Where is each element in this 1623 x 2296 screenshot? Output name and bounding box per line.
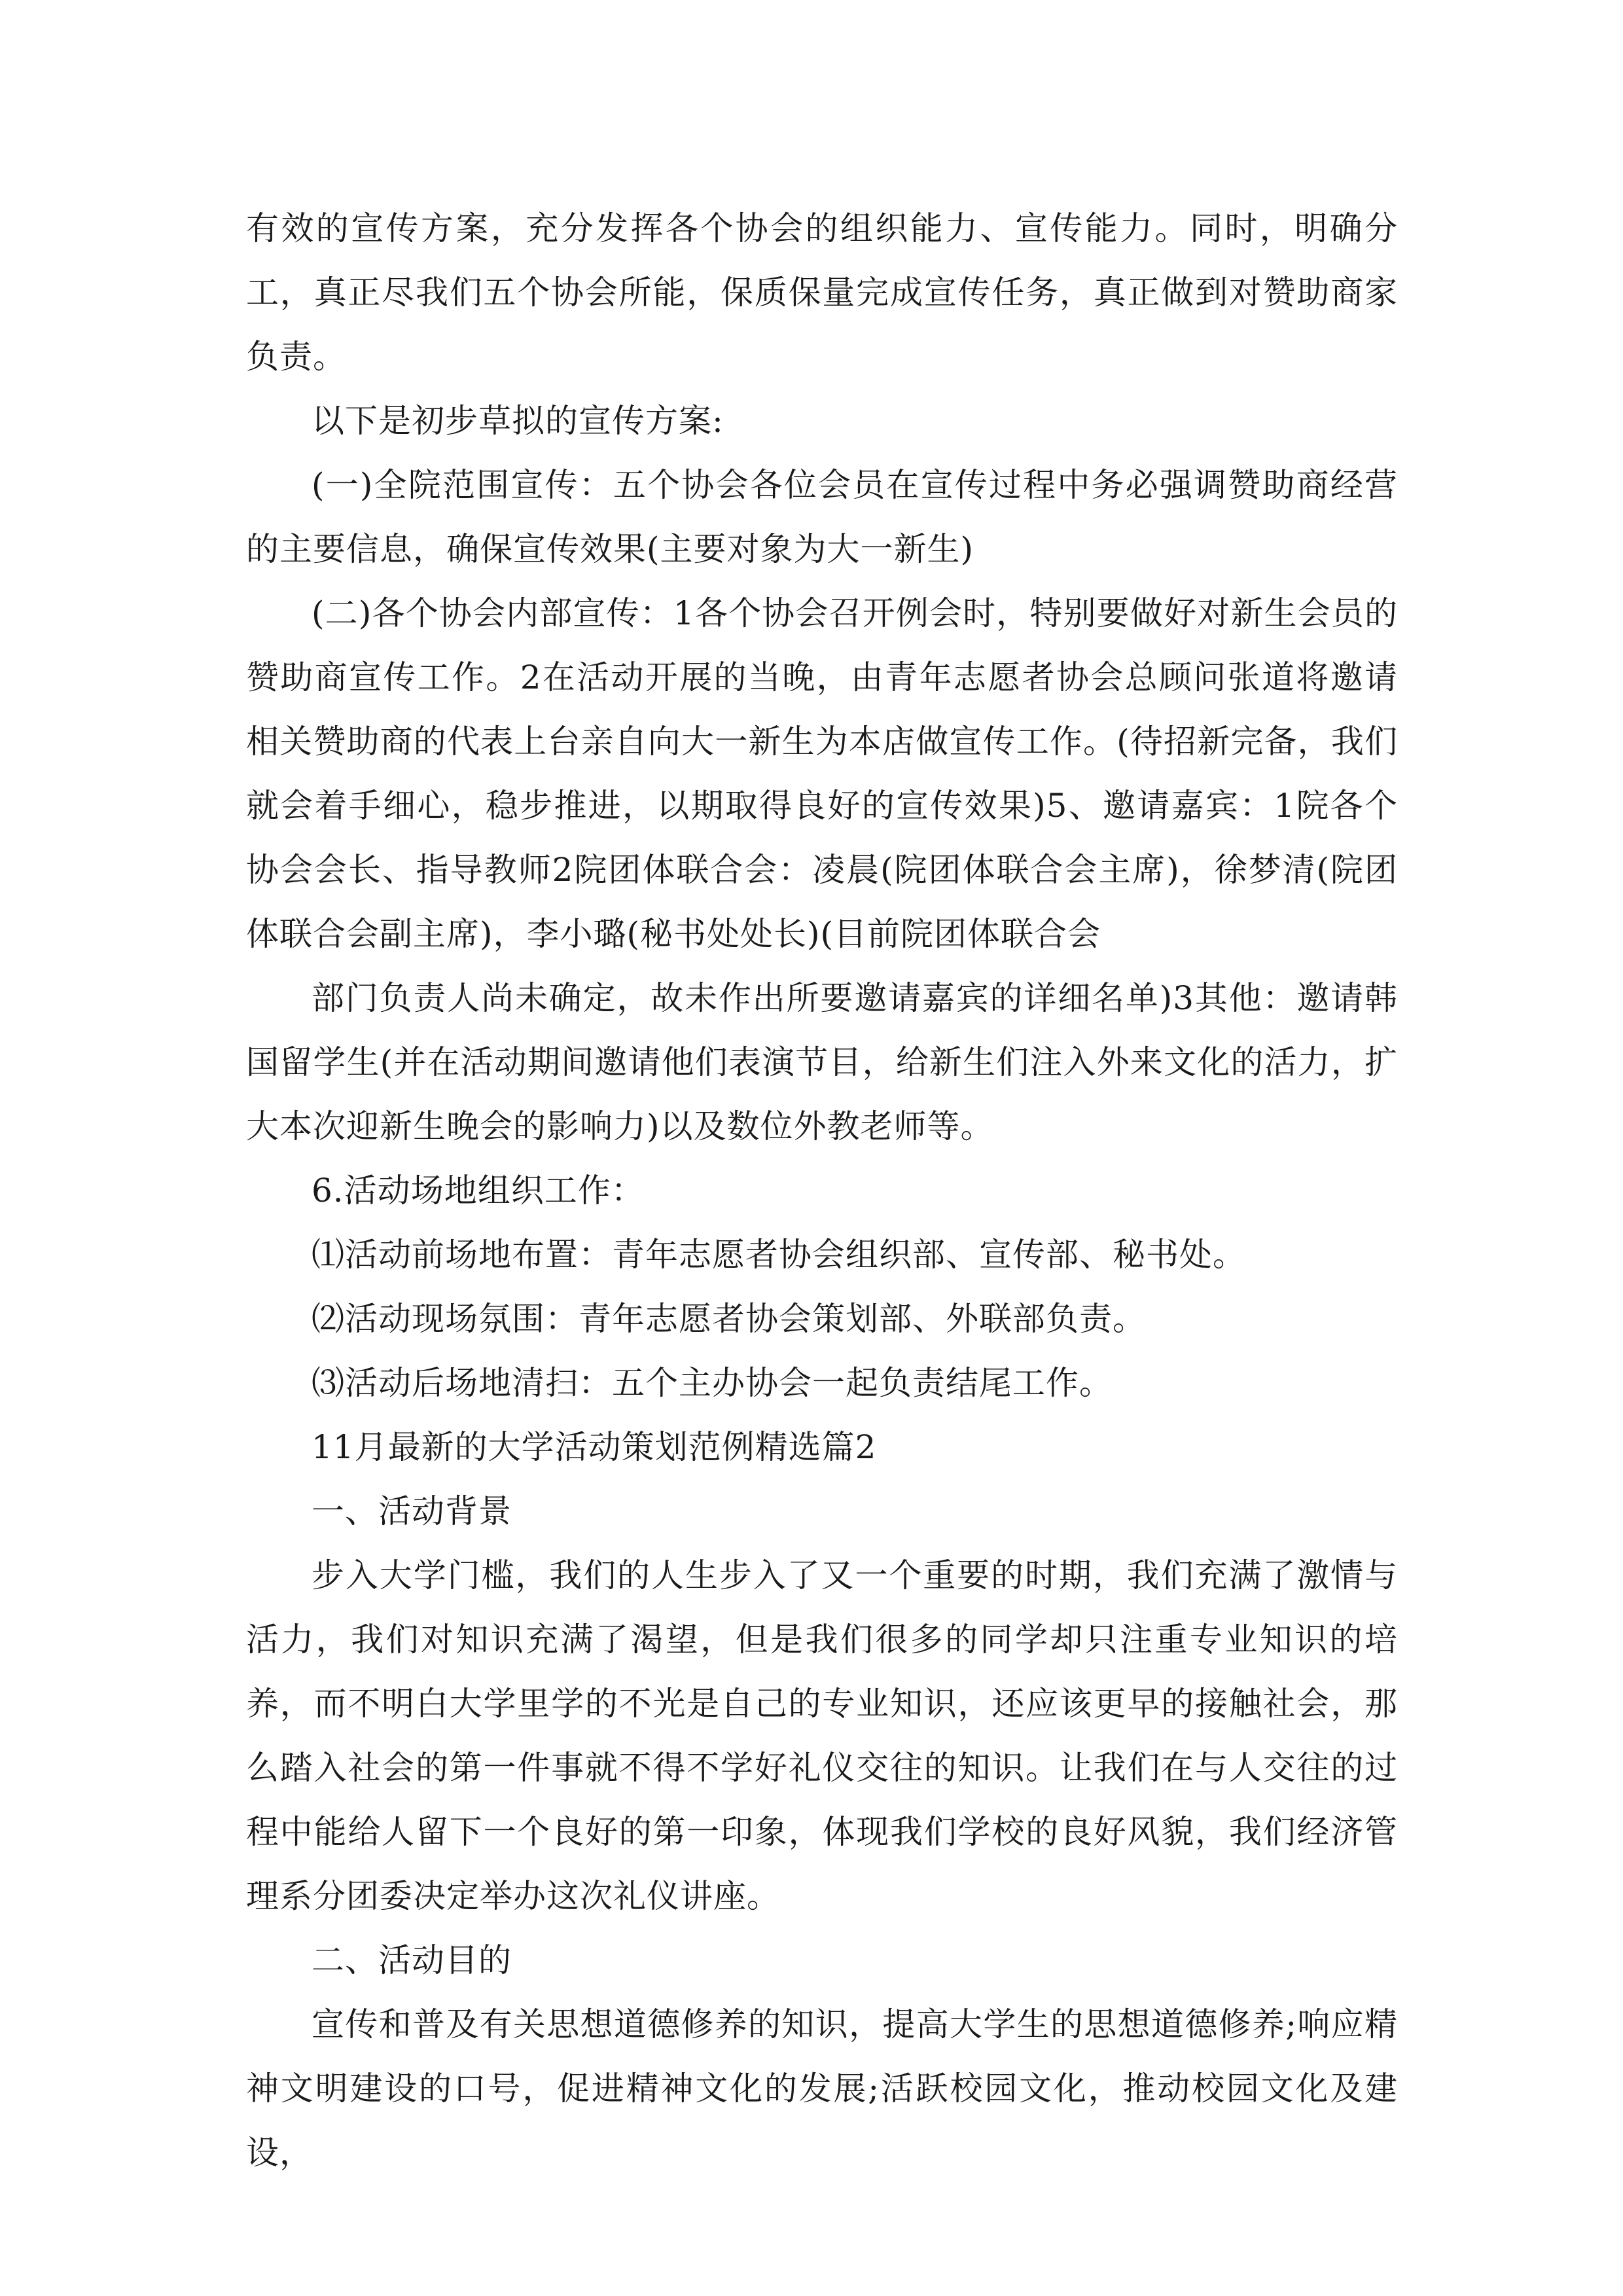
heading-activity-purpose: 二、活动目的: [312, 1941, 512, 1979]
paragraph-9: ⑶活动后场地清扫：五个主办协会一起负责结尾工作。: [312, 1364, 1113, 1402]
paragraph-background: 步入大学门槛，我们的人生步入了又一个重要的时期，我们充满了激情与活力，我们对知识充满了渴望，但是我们很多的同学却只注重专业知识的培养，而不明白大学里学的不光是自己的专业知识，还应该更早的接触社会，那么踏入社会的第一件事就不得不学好礼仪交往的知识。让我们在与人交往的过程中能给人留下一个良好的第一印象，体现我们学校的良好风貌，我们经济管理系分团委决定举办这次礼仪讲座。: [246, 1556, 1398, 1915]
paragraph-3: (一)全院范围宣传：五个协会各位会员在宣传过程中务必强调赞助商经营的主要信息，确保宣传效果(主要对象为大一新生): [246, 466, 1398, 568]
paragraph-1: 有效的宣传方案，充分发挥各个协会的组织能力、宣传能力。同时，明确分工，真正尽我们五个协会所能，保质保量完成宣传任务，真正做到对赞助商家负责。: [246, 209, 1398, 376]
paragraph-4: (二)各个协会内部宣传：1各个协会召开例会时，特别要做好对新生会员的赞助商宣传工作。2在活动开展的当晚，由青年志愿者协会总顾问张道将邀请相关赞助商的代表上台亲自向大一新生为本店做宣传工作。(待招新完备，我们就会着手细心，稳步推进，以期取得良好的宣传效果)5、邀请嘉宾：1院各个协会会长、指导教师2院团体联合会：凌晨(院团体联合会主席)，徐梦清(院团体联合会副主席)，李小璐(秘书处处长)(目前院团体联合会: [246, 594, 1398, 953]
paragraph-8: ⑵活动现场氛围：青年志愿者协会策划部、外联部负责。: [312, 1300, 1146, 1338]
document-body: [246, 196, 1398, 2185]
paragraph-7: ⑴活动前场地布置：青年志愿者协会组织部、宣传部、秘书处。: [312, 1236, 1246, 1274]
paragraph-purpose: 宣传和普及有关思想道德修养的知识，提高大学生的思想道德修养;响应精神文明建设的口号，促进精神文化的发展;活跃校园文化，推动校园文化及建设，: [246, 2005, 1398, 2172]
heading-activity-background: 一、活动背景: [312, 1492, 512, 1530]
paragraph-5: 部门负责人尚未确定，故未作出所要邀请嘉宾的详细名单)3其他：邀请韩国留学生(并在活动期间邀请他们表演节目，给新生们注入外来文化的活力，扩大本次迎新生晚会的影响力)以及数位外教老师等。: [246, 979, 1398, 1145]
section-title: 11月最新的大学活动策划范例精选篇2: [312, 1428, 877, 1466]
paragraph-6: 6.活动场地组织工作：: [312, 1172, 645, 1210]
paragraph-2: 以下是初步草拟的宣传方案:: [312, 402, 724, 440]
